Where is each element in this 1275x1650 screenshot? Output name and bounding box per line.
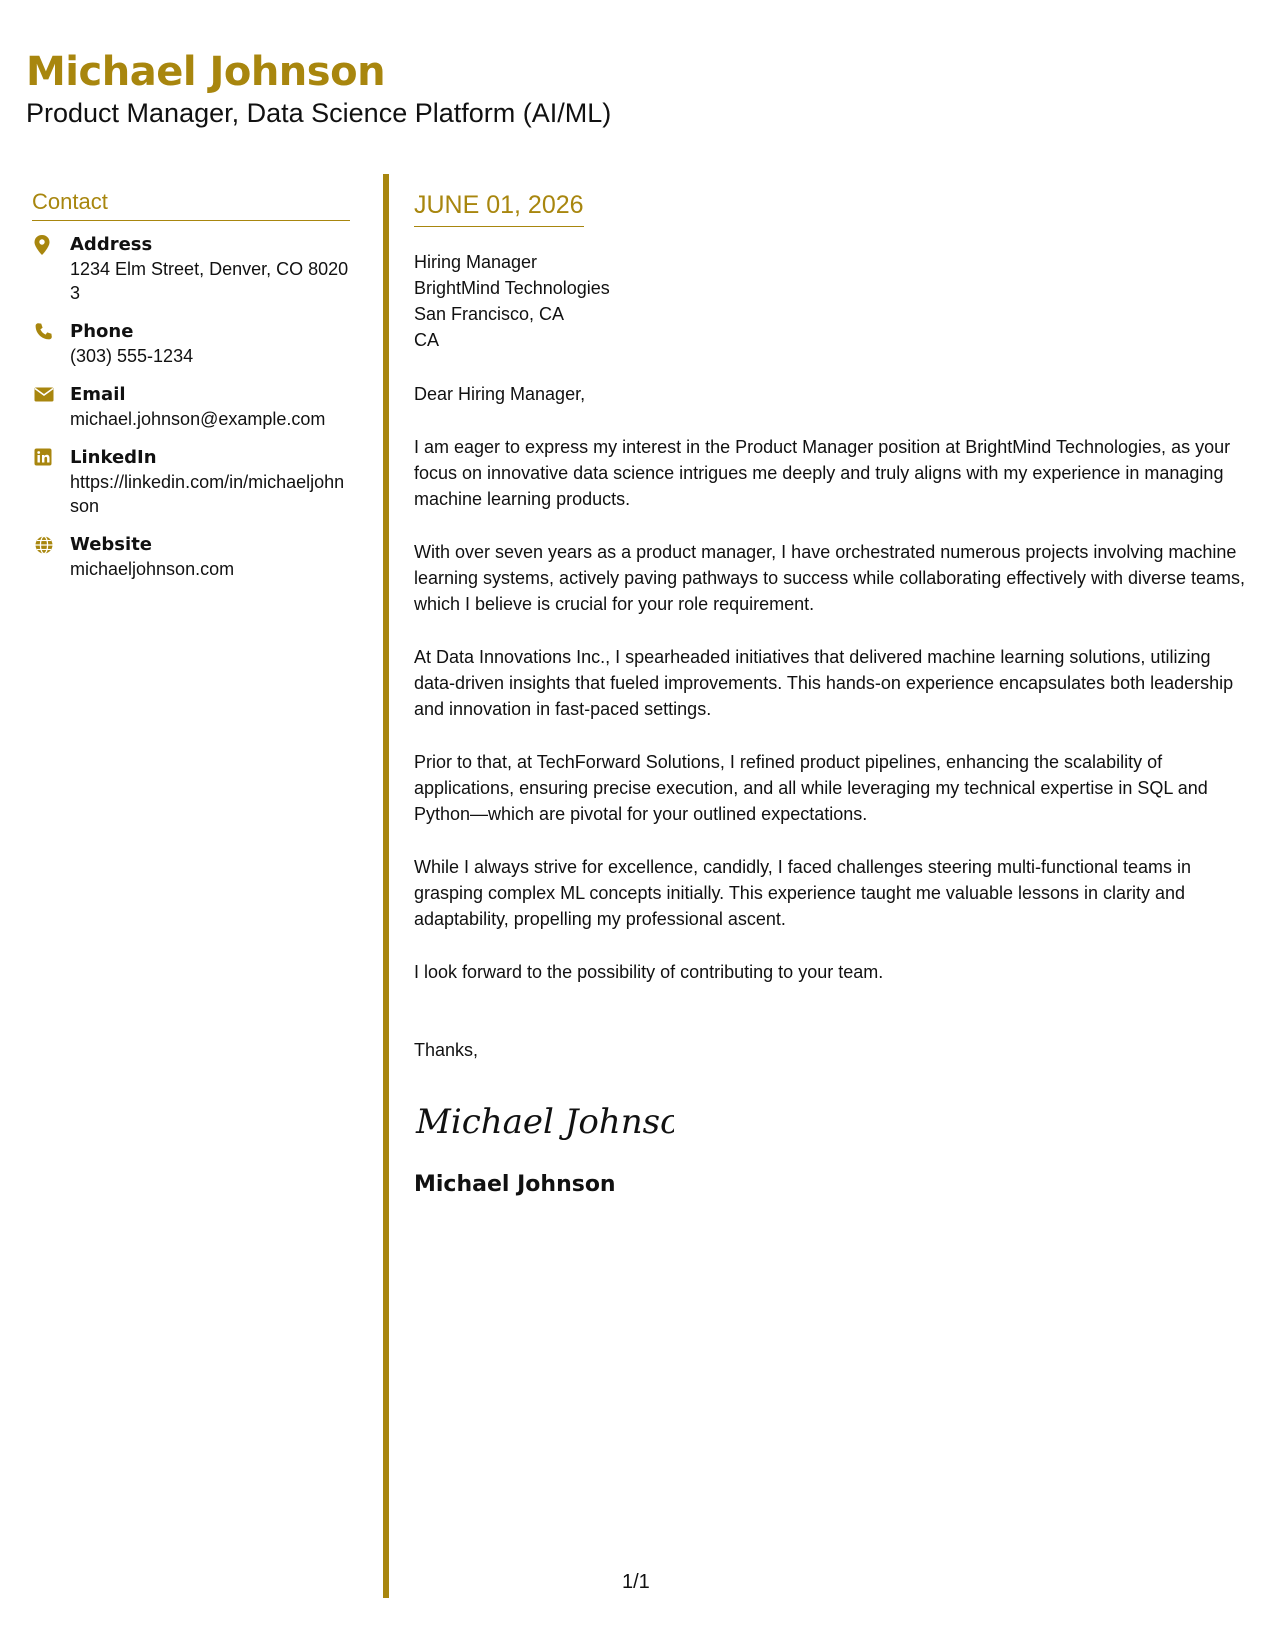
contact-label: Address — [70, 234, 153, 255]
phone-value: (303) 555-1234 — [70, 346, 194, 366]
contact-item-website — [32, 533, 350, 581]
email-value[interactable]: michael.johnson@example.com — [70, 409, 326, 429]
contact-list — [32, 233, 350, 581]
contact-sidebar — [32, 188, 350, 596]
header — [26, 48, 611, 130]
letter-paragraph: With over seven years as a product manager, I have orchestrated numerous projects involving machine learning systems, actively paving pathways to success while collaborating effectively with diverse teams, which I believe is crucial for your role requirement. — [414, 542, 1246, 614]
job-title: Product Manager, Data Science Platform (AI/ML) — [26, 98, 612, 128]
phone-icon — [34, 322, 52, 342]
contact-label: Phone — [70, 321, 134, 342]
signature-text: Michael Johnson — [416, 1102, 674, 1142]
letter-date: JUNE 01, 2026 — [414, 191, 584, 219]
address-value: 1234 Elm Street, Denver, CO 80203 — [70, 259, 349, 303]
recipient-block — [414, 249, 1250, 353]
closing: Thanks, — [414, 1040, 479, 1060]
contact-item-email — [32, 383, 350, 431]
candidate-name: Michael Johnson — [26, 49, 386, 95]
salutation: Dear Hiring Manager, — [414, 384, 586, 404]
recipient-line: CA — [414, 330, 440, 350]
recipient-line: San Francisco, CA — [414, 304, 565, 324]
recipient-line: BrightMind Technologies — [414, 278, 610, 298]
page-number: 1/1 — [622, 1571, 650, 1593]
linkedin-icon — [34, 448, 52, 468]
letter-paragraph: At Data Innovations Inc., I spearheaded initiatives that delivered machine learning solutions, utilizing data-driven insights that fueled improvements. This hands-on experience encapsulates both leadership and innovation in fast-paced settings. — [414, 647, 1234, 719]
website-value[interactable]: michaeljohnson.com — [70, 559, 235, 579]
contact-item-phone — [32, 320, 350, 368]
contact-label: Website — [70, 534, 153, 555]
letter-paragraph: While I always strive for excellence, candidly, I faced challenges steering multi-functional teams in grasping complex ML concepts initially. This experience taught me valuable lessons in clarity and adaptability, propelling my professional ascent. — [414, 857, 1192, 929]
contact-heading: Contact — [32, 188, 350, 221]
date-block — [414, 190, 584, 227]
letter-paragraph: Prior to that, at TechForward Solutions, I refined product pipelines, enhancing the scalability of applications, ensuring precise execution, and all while leveraging my technical expertise in SQL and Python—which are pivotal for your outlined expectations. — [414, 752, 1208, 824]
map-pin-icon — [34, 235, 52, 255]
handwritten-signature — [414, 1095, 1250, 1145]
globe-icon — [34, 535, 52, 555]
linkedin-value[interactable]: https://linkedin.com/in/michaeljohnson — [70, 472, 345, 516]
letter-body — [414, 190, 1250, 1199]
contact-item-address — [32, 233, 350, 305]
signatory-name: Michael Johnson — [414, 1172, 616, 1197]
letter-paragraph: I look forward to the possibility of contributing to your team. — [414, 962, 884, 982]
envelope-icon — [34, 385, 52, 405]
contact-label: Email — [70, 384, 126, 405]
letter-paragraph: I am eager to express my interest in the Product Manager position at BrightMind Technologies, as your focus on innovative data science intrigues me deeply and truly aligns with my experience in managing machine learning products. — [414, 437, 1231, 509]
recipient-line: Hiring Manager — [414, 252, 538, 272]
contact-item-linkedin — [32, 446, 350, 518]
contact-label: LinkedIn — [70, 447, 157, 468]
vertical-divider — [383, 174, 389, 1598]
